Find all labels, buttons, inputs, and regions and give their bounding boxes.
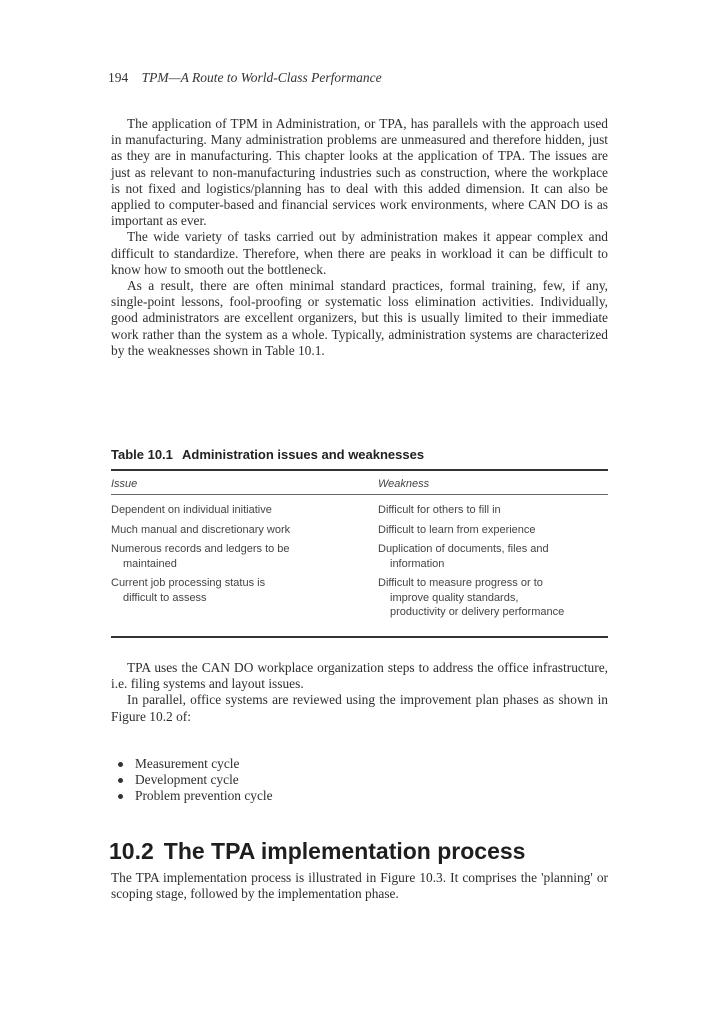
running-header (108, 70, 382, 86)
bullet-icon (118, 778, 123, 783)
cell-line: difficult to assess (123, 591, 207, 604)
list-item-text: Problem prevention cycle (135, 788, 273, 804)
cell-line: Much manual and discretionary work (111, 523, 291, 536)
list-item (118, 772, 273, 788)
table-title: Administration issues and weaknesses (182, 447, 425, 462)
paragraph: The TPA implementation process is illustrated in Figure 10.3. It comprises the 'planning' or scoping stage, followed by the implementation phase. (111, 870, 608, 902)
section-heading (109, 838, 525, 865)
table-bottom-rule (111, 636, 608, 638)
column-header-issue: Issue (111, 478, 138, 490)
cell-line: Difficult for others to fill in (378, 504, 501, 516)
bullet-icon (118, 794, 123, 799)
cell-line: Numerous records and ledgers to be (111, 543, 290, 555)
section-title: The TPA implementation process (163, 838, 526, 864)
table-number: Table 10.1 (111, 447, 173, 462)
section-number: 10.2 (109, 838, 154, 864)
column-header-weakness: Weakness (378, 478, 430, 490)
paragraph: As a result, there are often minimal standard practices, formal training, few, if any, single-point lessons, fool-proofing or systematic loss elimination activities. Individually, good administrators are excellent organizers, but this is usually limited to their immediate work rather than the system as a whole. Typically, administration systems are characterized by the weaknesses shown in Table 10.1. (111, 278, 608, 358)
bullet-list (118, 756, 273, 805)
list-item-text: Measurement cycle (135, 756, 240, 771)
after-table-text (111, 660, 608, 725)
issue-cell (111, 523, 378, 538)
cell-line: Difficult to learn from experience (378, 523, 536, 536)
table-top-rule (111, 469, 608, 471)
issue-cell (111, 576, 378, 620)
page-number: 194 (108, 70, 129, 85)
list-item-text: Development cycle (135, 772, 239, 788)
paragraph: The application of TPM in Administration, or TPA, has parallels with the approach used in manufacturing. Many administration problems are unmeasured and therefore hidden, just as they are in manufacturing. This chapter looks at the application of TPA. The issues are just as relevant to non-manufacturing industries such as construction, where the workplace is not fixed and logistics/planning has to deal with this added dimension. It can also be applied to computer-based and financial services work environments, where CAN DO is as important as ever. (111, 116, 608, 229)
bullet-icon (118, 762, 123, 767)
cell-line: improve quality standards, (390, 591, 519, 604)
table-header-rule (111, 494, 608, 495)
cell-line: information (390, 557, 445, 570)
cell-line: maintained (123, 557, 177, 570)
table-caption (111, 447, 424, 462)
table-body (111, 503, 608, 625)
issue-cell (111, 542, 378, 571)
intro-text (111, 116, 608, 359)
paragraph: The wide variety of tasks carried out by administration makes it appear complex and difficult to standardize. Therefore, when there are peaks in workload it can be difficult to know how to smooth out the bottleneck. (111, 229, 608, 277)
weakness-cell (378, 542, 608, 571)
table-row (111, 576, 608, 620)
book-title: TPM—A Route to World-Class Performance (141, 70, 382, 85)
table-row (111, 542, 608, 571)
paragraph: In parallel, office systems are reviewed using the improvement plan phases as shown in Figure 10.2 of: (111, 692, 608, 724)
closing-text (111, 870, 608, 902)
cell-line: Dependent on individual initiative (111, 504, 272, 516)
issue-cell (111, 503, 378, 518)
cell-line: Difficult to measure progress or to (378, 577, 543, 589)
table-row (111, 503, 608, 518)
cell-line: Current job processing status is (111, 577, 266, 589)
weakness-cell (378, 576, 608, 620)
list-item (118, 756, 273, 772)
list-item (118, 788, 273, 804)
table-row (111, 523, 608, 538)
cell-line: Duplication of documents, files and (378, 543, 549, 555)
weakness-cell (378, 523, 608, 538)
cell-line: productivity or delivery performance (390, 606, 565, 618)
weakness-cell (378, 503, 608, 518)
paragraph: TPA uses the CAN DO workplace organization steps to address the office infrastructure, i.e. filing systems and layout issues. (111, 660, 608, 692)
